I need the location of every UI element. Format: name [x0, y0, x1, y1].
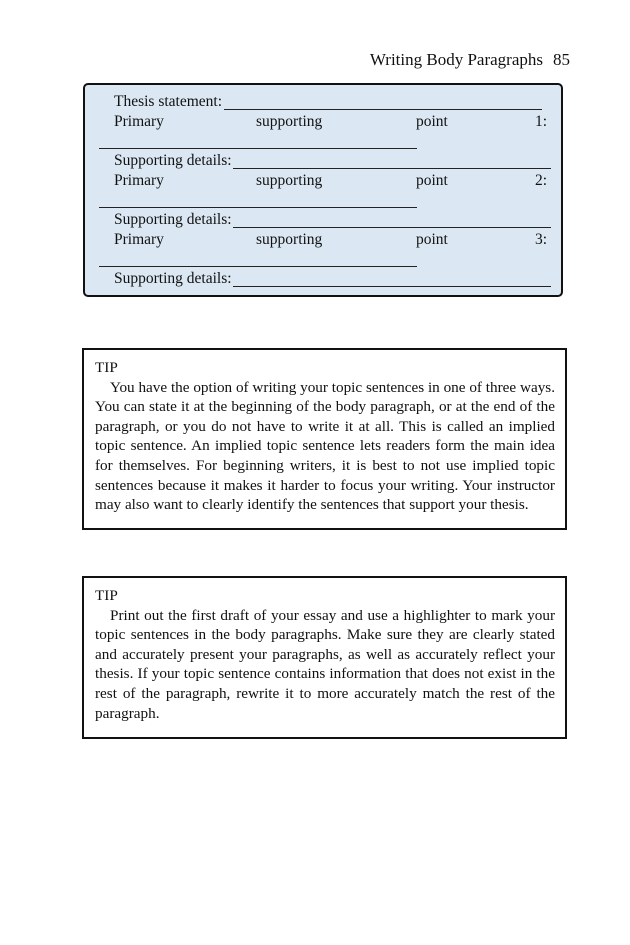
primary-point-2-label: Primary supporting point 2: — [114, 172, 547, 189]
supporting-details-3-blank[interactable] — [233, 286, 551, 287]
supporting-details-3-label: Supporting details: — [114, 270, 232, 287]
tip-body: Print out the first draft of your essay and use a highlighter to mark your topic sentences in the body paragraphs. Make sure they are clearly stated and accurately present your paragraphs, as well as accurately reflect your thesis. If your topic sentence contains information that does not exist in the rest of the paragraph, rewrite it to more accurately match the rest of the paragraph. — [95, 606, 555, 722]
supporting-details-1-blank[interactable] — [233, 168, 551, 169]
tip-body: You have the option of writing your topic sentences in one of three ways. You can state it at the beginning of the body paragraph, or at the end of the paragraph, or you do not have to write it at all. This is called an implied topic sentence. An implied topic sentence lets readers form the main idea for themselves. For beginning writers, it is best to not use implied topic sentences because it makes it harder to focus your writing. Your instructor may also want to clearly identify the sentences that support your thesis. — [95, 378, 555, 514]
running-title: Writing Body Paragraphs — [369, 50, 543, 69]
primary-point-3-blank[interactable] — [99, 266, 417, 267]
primary-point-2-blank[interactable] — [99, 207, 417, 208]
primary-point-1-label: Primary supporting point 1: — [114, 113, 547, 130]
tip-box-highlighter — [82, 576, 567, 739]
supporting-details-1-label: Supporting details: — [114, 152, 232, 169]
supporting-details-2-label: Supporting details: — [114, 211, 232, 228]
primary-point-1-blank[interactable] — [99, 148, 417, 149]
thesis-statement-blank[interactable] — [224, 109, 542, 110]
tip-box-topic-sentence-placement — [82, 348, 567, 530]
supporting-details-2-blank[interactable] — [233, 227, 551, 228]
tip-title: TIP — [95, 359, 118, 376]
page-number: 85 — [553, 50, 570, 69]
thesis-worksheet-box — [83, 83, 563, 297]
running-header — [370, 50, 570, 70]
primary-point-3-label: Primary supporting point 3: — [114, 231, 547, 248]
tip-title: TIP — [95, 587, 118, 604]
thesis-statement-label: Thesis statement: — [114, 93, 223, 110]
